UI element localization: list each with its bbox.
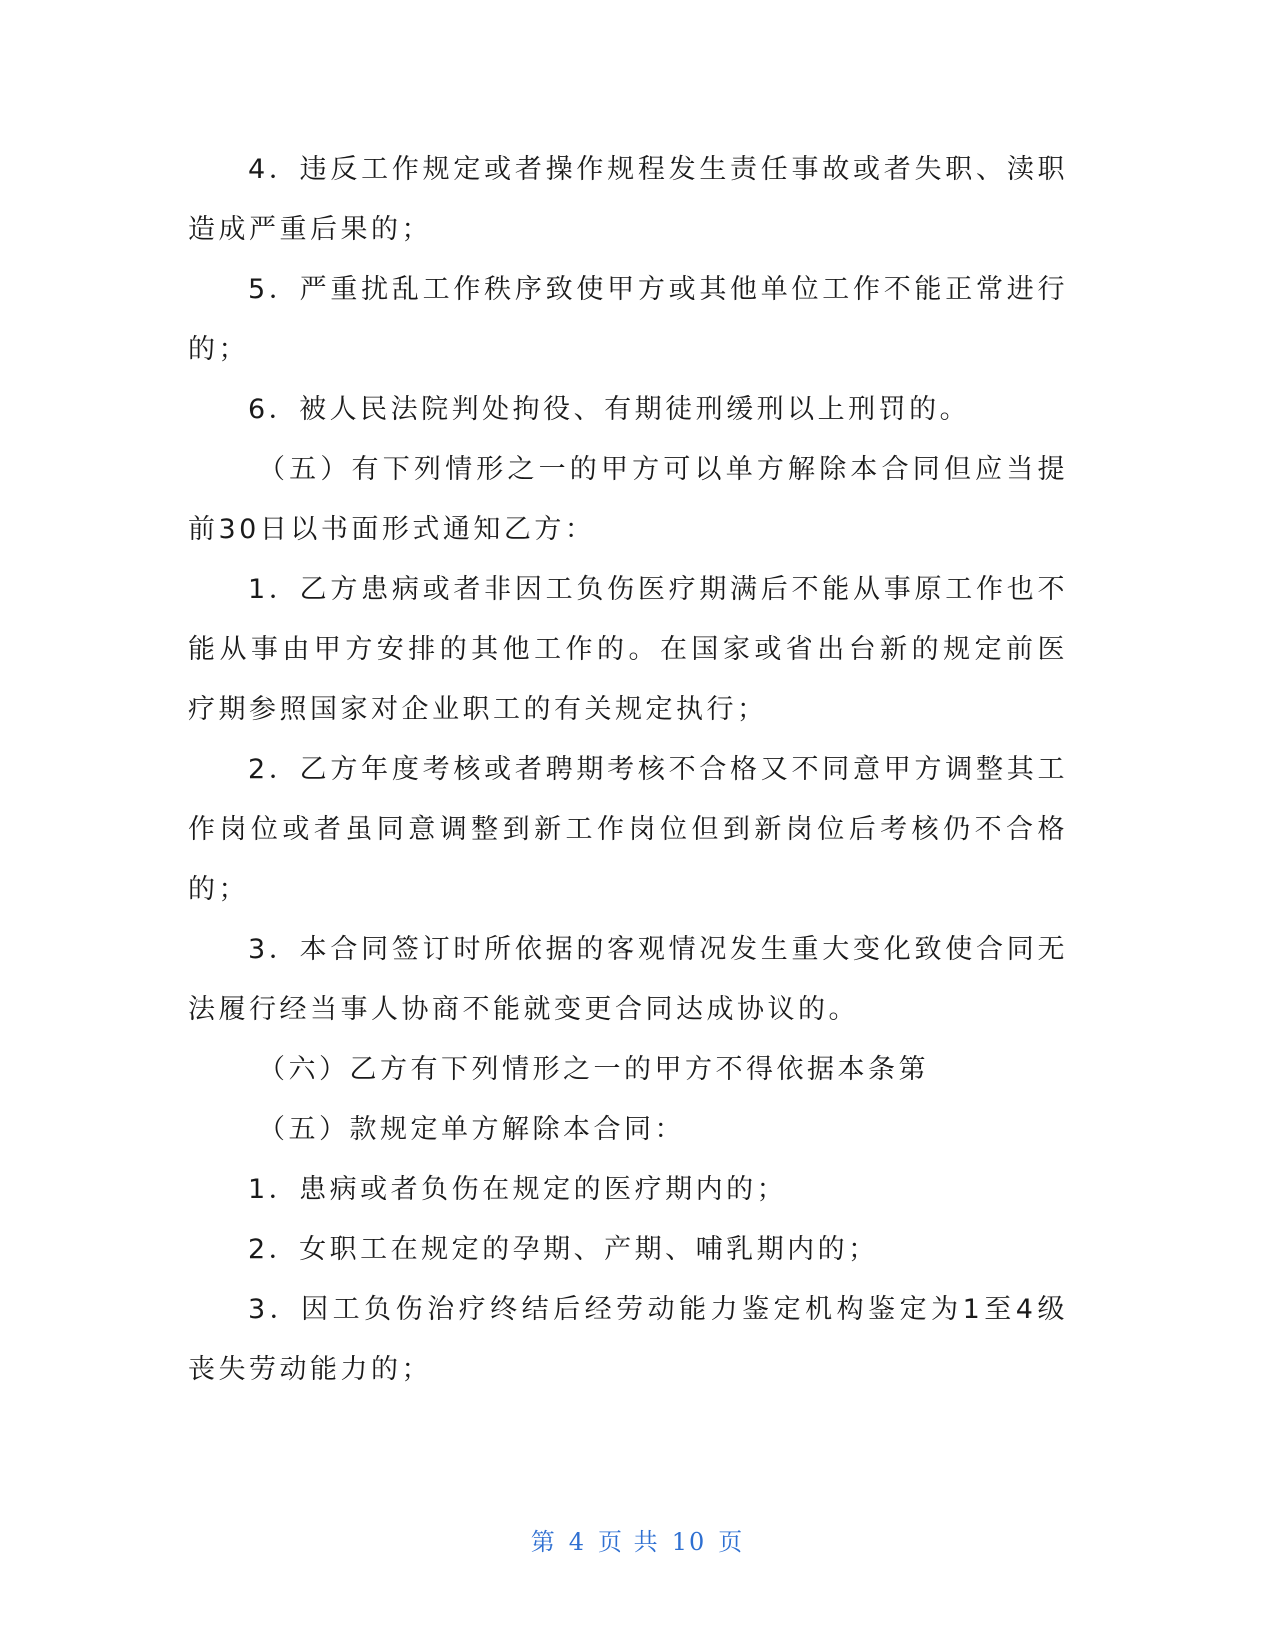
document-body: [188, 140, 1068, 1400]
paragraph-section-6: （六）乙方有下列情形之一的甲方不得依据本条第: [258, 1054, 929, 1085]
paragraph-section-5-item-3: 3．本合同签订时所依据的客观情况发生重大变化致使合同无法履行经当事人协商不能就变更合同达成协议的。: [188, 934, 1068, 1025]
paragraph-section-5-item-2: 2．乙方年度考核或者聘期考核不合格又不同意甲方调整其工作岗位或者虽同意调整到新工作岗位但到新岗位后考核仍不合格的；: [188, 754, 1068, 905]
paragraph-section-6-item-2: 2．女职工在规定的孕期、产期、哺乳期内的；: [248, 1234, 879, 1265]
paragraph-section-6-item-3: 3．因工负伤治疗终结后经劳动能力鉴定机构鉴定为1至4级丧失劳动能力的；: [188, 1294, 1068, 1385]
footer-total-pages: 10: [671, 1528, 707, 1556]
paragraph-section-5-item-1: 1．乙方患病或者非因工负伤医疗期满后不能从事原工作也不能从事由甲方安排的其他工作的。在国家或省出台新的规定前医疗期参照国家对企业职工的有关规定执行；: [188, 574, 1068, 725]
paragraph-section-6-item-1: 1．患病或者负伤在规定的医疗期内的；: [248, 1174, 788, 1205]
footer-suffix: 页: [718, 1528, 745, 1556]
paragraph-section-5: （五）有下列情形之一的甲方可以单方解除本合同但应当提前30日以书面形式通知乙方：: [188, 454, 1068, 545]
paragraph-clause-5: 5．严重扰乱工作秩序致使甲方或其他单位工作不能正常进行的；: [188, 274, 1068, 365]
page-footer: [0, 1522, 1275, 1557]
paragraph-clause-6: 6．被人民法院判处拘役、有期徒刑缓刑以上刑罚的。: [248, 394, 971, 425]
footer-prefix: 第: [530, 1528, 557, 1556]
paragraph-clause-4: 4．违反工作规定或者操作规程发生责任事故或者失职、渎职造成严重后果的；: [188, 154, 1068, 245]
footer-middle: 页 共: [598, 1528, 660, 1556]
footer-page-number: 4: [568, 1528, 587, 1556]
paragraph-section-6-cont: （五）款规定单方解除本合同：: [258, 1114, 685, 1145]
